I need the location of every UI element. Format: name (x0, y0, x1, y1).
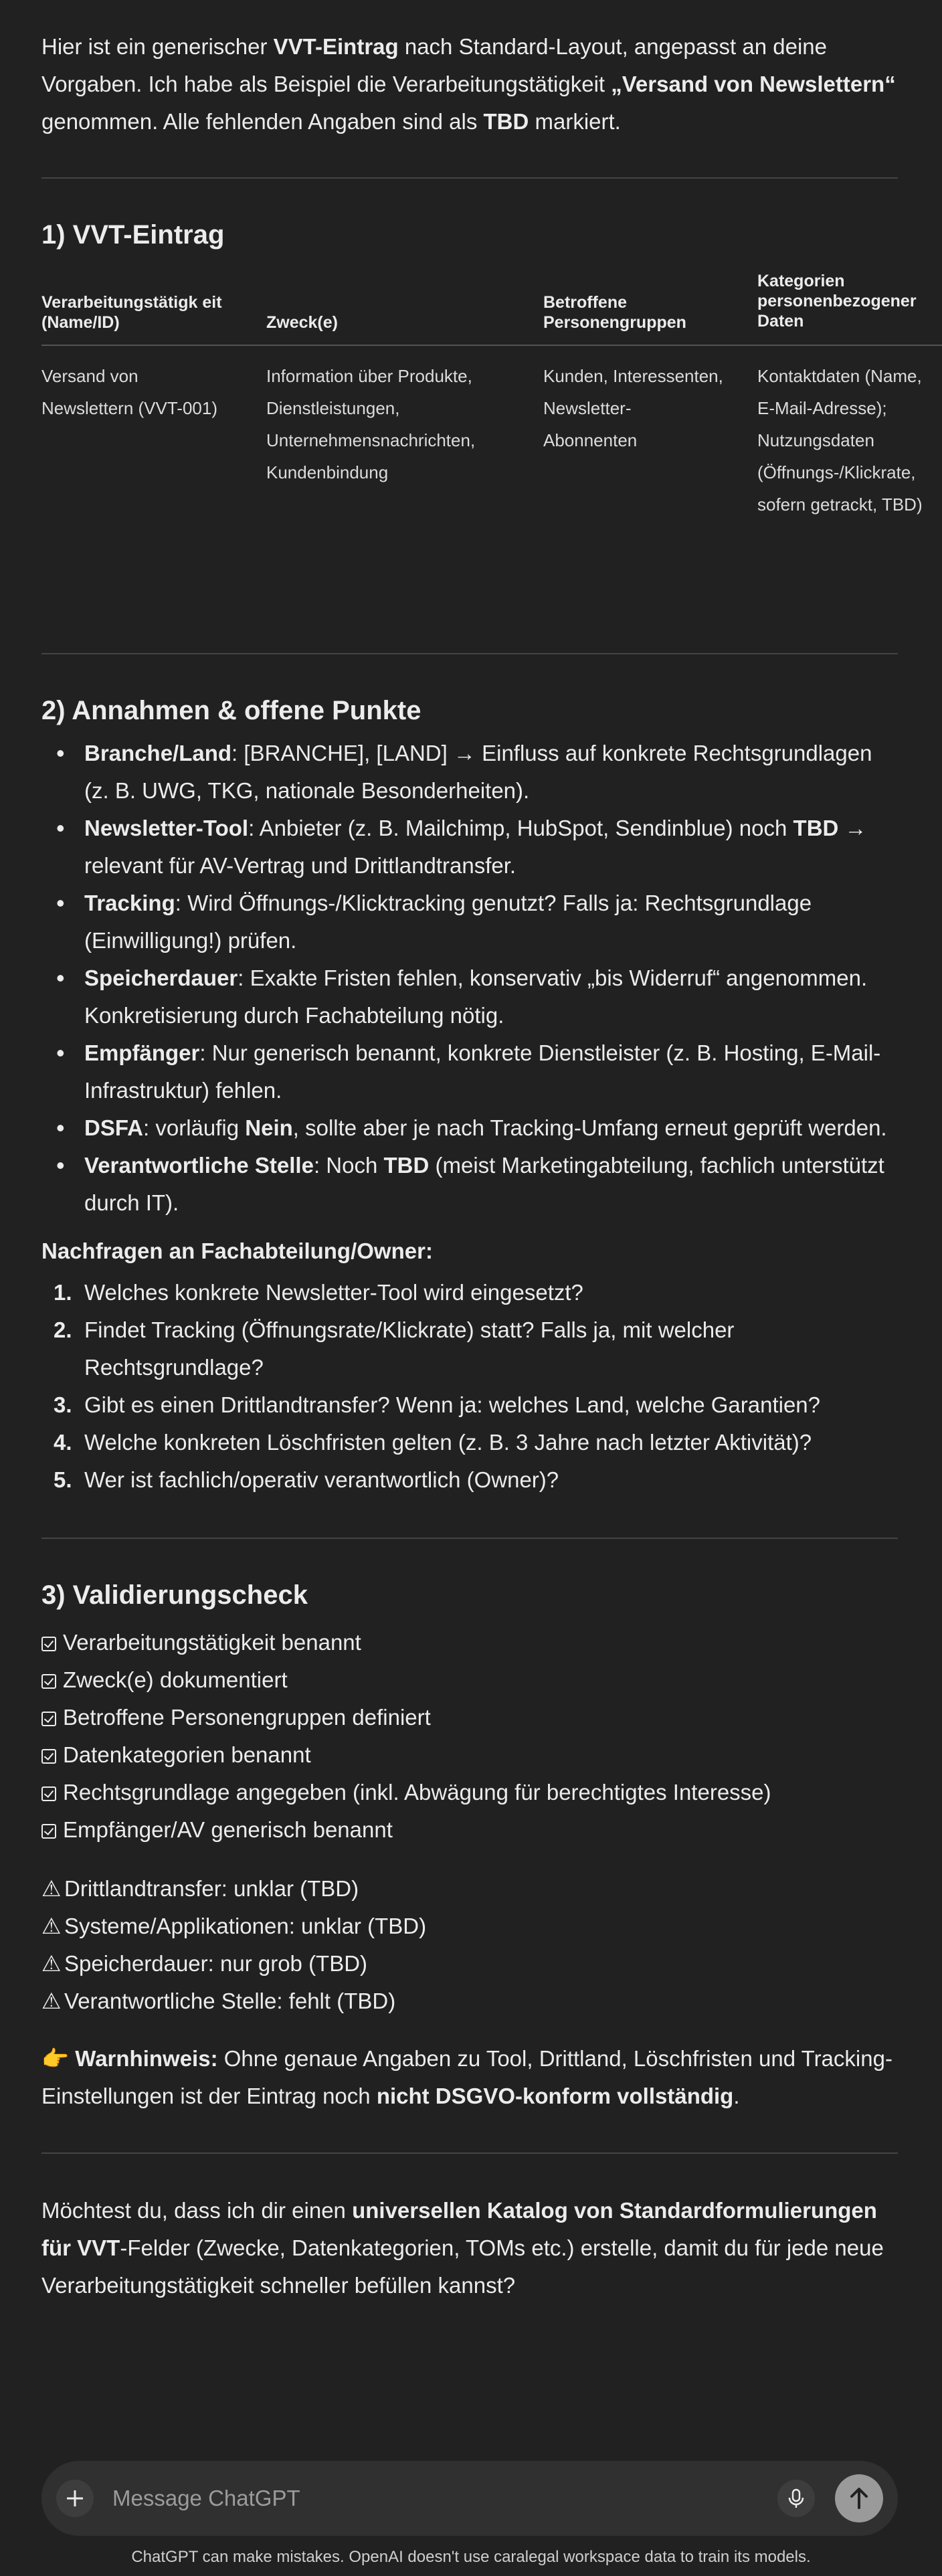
item-label: Branche/Land (84, 741, 232, 765)
table-header: Zweck(e) (266, 313, 338, 332)
item-label: Speicherdauer (84, 965, 238, 990)
check-item (41, 1774, 771, 1811)
warning-item (41, 1983, 395, 2020)
list-item (41, 885, 898, 959)
checkbox-checked-icon (41, 1786, 56, 1801)
warning-icon: ⚠ (41, 1951, 62, 1976)
hint-text: . (733, 2084, 740, 2108)
item-label: Tracking (84, 891, 175, 915)
intro-paragraph (41, 28, 898, 141)
warning-text: Speicherdauer: nur grob (TBD) (64, 1951, 368, 1976)
item-text: Wer ist fachlich/operativ verantwortlich (Owner)? (84, 1467, 559, 1492)
checkbox-checked-icon (41, 1712, 56, 1726)
warning-text: Verantwortliche Stelle: fehlt (TBD) (64, 1989, 396, 2013)
table-cell: Kontaktdaten (Name, E-Mail-Adresse); Nutzungsdaten (Öffnungs-/Klickrate, sofern getrackt, TBD) (757, 366, 923, 515)
section1-heading: 1) VVT-Eintrag (41, 220, 225, 250)
list-item (41, 1386, 898, 1424)
check-item (41, 1811, 393, 1849)
checkbox-checked-icon (41, 1637, 56, 1651)
assumptions-list (41, 735, 898, 1222)
checkbox-checked-icon (41, 1749, 56, 1764)
table-header-line (41, 345, 942, 346)
table-header: Kategorien personenbezogener Daten (757, 272, 917, 331)
pointing-hand-icon: 👉 (41, 2046, 70, 2071)
warning-text: Drittlandtransfer: unklar (TBD) (64, 1876, 359, 1901)
item-text: (meist Marketingabteilung, fachlich unterstützt durch IT). (84, 1153, 884, 1215)
check-text: Rechtsgrundlage angegeben (inkl. Abwägung für berechtigtes Interesse) (63, 1780, 771, 1805)
item-label: Verantwortliche Stelle (84, 1153, 314, 1178)
list-item (41, 810, 898, 885)
list-item (41, 735, 898, 810)
closing-text: -Felder (Zwecke, Datenkategorien, TOMs etc.) erstelle, damit du für jede neue Verarbeitungstätigkeit schneller befüllen kannst? (41, 2235, 884, 2298)
item-text: : Anbieter (z. B. Mailchimp, HubSpot, Sendinblue) noch (248, 816, 793, 840)
warning-hint (41, 2040, 898, 2115)
item-bold: Nein (245, 1115, 293, 1140)
check-text: Datenkategorien benannt (63, 1742, 311, 1767)
check-text: Zweck(e) dokumentiert (63, 1667, 288, 1692)
plus-icon[interactable] (56, 2480, 94, 2517)
arrow-up-icon (835, 2474, 883, 2522)
table-cell: Information über Produkte, Dienstleistungen, Unternehmensnachrichten, Kundenbindung (266, 366, 476, 482)
item-text: : [BRANCHE], [LAND] → Einfluss auf konkrete Rechtsgrundlagen (z. B. UWG, TKG, nationale Besonderheiten). (84, 741, 872, 803)
questions-heading-text: Nachfragen an Fachabteilung/Owner: (41, 1238, 433, 1263)
item-number: 1. (54, 1280, 72, 1305)
warning-item (41, 1945, 367, 1983)
item-bold: TBD (383, 1153, 430, 1178)
warning-icon: ⚠ (41, 1876, 62, 1901)
warning-item (41, 1908, 426, 1945)
item-label: DSFA (84, 1115, 144, 1140)
check-text: Betroffene Personengruppen definiert (63, 1705, 431, 1730)
check-text: Verarbeitungstätigkeit benannt (63, 1630, 361, 1655)
message-input[interactable]: Message ChatGPT (112, 2486, 300, 2510)
intro-text: nach Standard-Layout, angepasst an deine Vorgaben. Ich habe als Beispiel die Verarbeitungstätigkeit (41, 34, 827, 96)
hint-bold: nicht DSGVO-konform vollständig (376, 2084, 734, 2108)
send-button[interactable] (835, 2474, 883, 2522)
intro-bold: „Versand von Newslettern“ (611, 72, 896, 96)
table-cell: Kunden, Interessenten, Newsletter-Abonnenten (543, 366, 723, 450)
warning-icon: ⚠ (41, 1989, 62, 2013)
section3-heading: 3) Validierungscheck (41, 1580, 308, 1610)
closing-paragraph (41, 2192, 898, 2304)
intro-text: Hier ist ein generischer (41, 34, 274, 59)
check-item (41, 1736, 311, 1774)
checkbox-checked-icon (41, 1674, 56, 1689)
item-label: Empfänger (84, 1040, 200, 1065)
section2-heading: 2) Annahmen & offene Punkte (41, 696, 421, 725)
checkbox-checked-icon (41, 1824, 56, 1839)
questions-heading (41, 1232, 433, 1270)
microphone-icon (777, 2480, 815, 2517)
item-number: 2. (54, 1317, 72, 1342)
intro-text: genommen. Alle fehlenden Angaben sind als (41, 109, 484, 134)
item-number: 4. (54, 1430, 72, 1455)
intro-bold: VVT-Eintrag (273, 34, 399, 59)
item-text: : Wird Öffnungs-/Klicktracking genutzt? Falls ja: Rechtsgrundlage (Einwilligung!) prüfen. (84, 891, 812, 953)
table-header: Betroffene Personengruppen (543, 293, 686, 332)
item-text: → relevant für AV-Vertrag und Drittlandtransfer. (84, 816, 867, 878)
check-item (41, 1661, 288, 1699)
item-bold: TBD (793, 816, 839, 840)
message-composer[interactable] (41, 2461, 898, 2536)
warning-icon: ⚠ (41, 1914, 62, 1938)
item-text: Findet Tracking (Öffnungsrate/Klickrate) statt? Falls ja, mit welcher Rechtsgrundlage? (84, 1317, 735, 1380)
closing-bold: universellen Katalog von Standardformulierungen für VVT (41, 2198, 877, 2260)
list-item (41, 1311, 898, 1386)
table-cell: Versand von Newslettern (VVT-001) (41, 366, 217, 418)
disclaimer-footer: ChatGPT can make mistakes. OpenAI doesn't use caralegal workspace data to train its models. (131, 2548, 811, 2566)
warning-text: Systeme/Applikationen: unklar (TBD) (64, 1914, 427, 1938)
list-item (41, 1274, 898, 1311)
list-item (41, 1109, 898, 1147)
intro-bold: TBD (483, 109, 529, 134)
divider (41, 2152, 898, 2154)
warning-item (41, 1870, 359, 1908)
divider (41, 1538, 898, 1539)
list-item (41, 1147, 898, 1222)
divider (41, 653, 898, 654)
check-item (41, 1624, 361, 1661)
item-text: : Exakte Fristen fehlen, konservativ „bis Widerruf“ angenommen. Konkretisierung durch Fachabteilung nötig. (84, 965, 868, 1028)
item-text: : vorläufig (143, 1115, 246, 1140)
hint-text: Ohne genaue Angaben zu Tool, Drittland, Löschfristen und Tracking-Einstellungen ist der Eintrag noch (41, 2046, 892, 2108)
item-text: : Nur generisch benannt, konkrete Dienstleister (z. B. Hosting, E-Mail-Infrastruktur) fehlen. (84, 1040, 881, 1103)
questions-list (41, 1274, 898, 1499)
table-header: Verarbeitungstätigk eit (Name/ID) (41, 293, 222, 332)
check-item (41, 1699, 431, 1736)
check-text: Empfänger/AV generisch benannt (63, 1817, 393, 1842)
intro-text: markiert. (529, 109, 621, 134)
item-label: Newsletter-Tool (84, 816, 249, 840)
item-text: Gibt es einen Drittlandtransfer? Wenn ja: welches Land, welche Garantien? (84, 1392, 821, 1417)
divider (41, 177, 898, 179)
item-text: Welche konkreten Löschfristen gelten (z. B. 3 Jahre nach letzter Aktivität)? (84, 1430, 812, 1455)
item-text: Welches konkrete Newsletter-Tool wird eingesetzt? (84, 1280, 583, 1305)
closing-text: Möchtest du, dass ich dir einen (41, 2198, 353, 2223)
item-text: : Noch (313, 1153, 384, 1178)
list-item (41, 1461, 898, 1499)
list-item (41, 959, 898, 1034)
hint-label: Warnhinweis: (75, 2046, 218, 2071)
item-number: 5. (54, 1467, 72, 1492)
list-item (41, 1034, 898, 1109)
microphone-button[interactable] (777, 2480, 815, 2517)
item-number: 3. (54, 1392, 72, 1417)
list-item (41, 1424, 898, 1461)
item-text: , sollte aber je nach Tracking-Umfang erneut geprüft werden. (292, 1115, 887, 1140)
